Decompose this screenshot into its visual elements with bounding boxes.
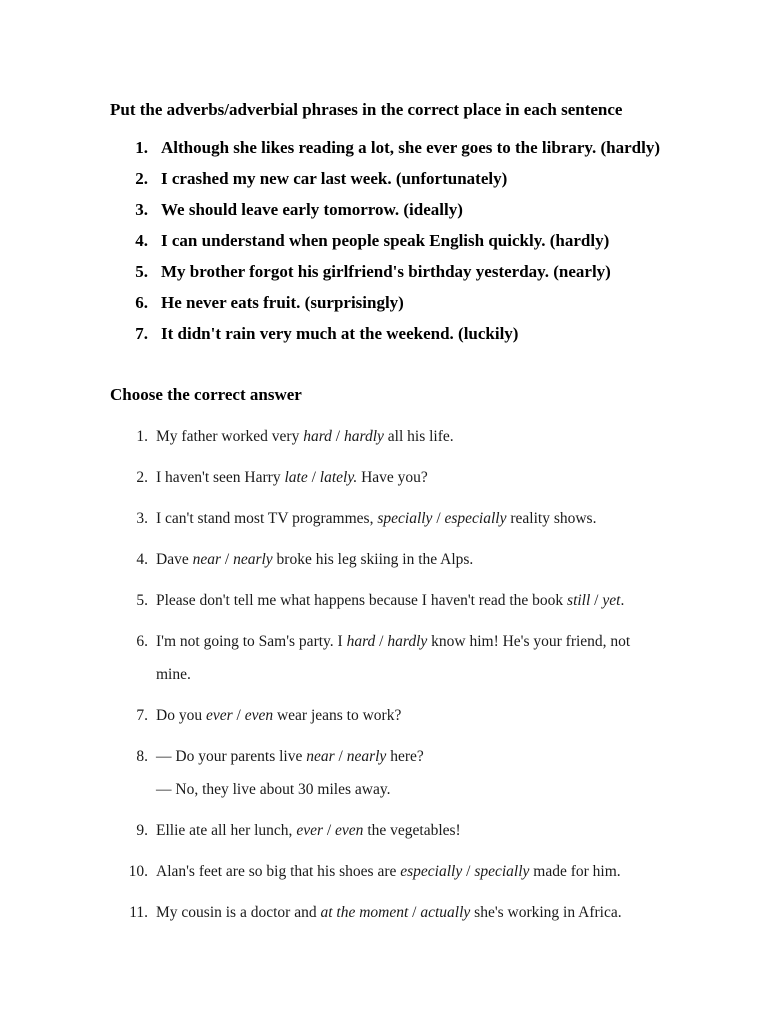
option-2: hardly	[343, 428, 384, 445]
adverb-placement-list	[0, 138, 768, 355]
item-text: I crashed my new car last week. (unfortunately)	[161, 169, 508, 188]
list-item	[0, 324, 768, 355]
item-number: 4.	[136, 551, 148, 568]
item-number: 2.	[136, 469, 148, 486]
item-text: It didn't rain very much at the weekend. (luckily)	[161, 324, 519, 343]
list-item	[0, 633, 768, 707]
item-number: 3.	[136, 510, 148, 527]
item-number: 8.	[136, 748, 148, 765]
item-number: 1.	[135, 138, 148, 157]
item-text: My cousin is a doctor and at the moment / actually she's working in Africa.	[156, 904, 622, 921]
option-1: especially	[400, 863, 463, 880]
item-text: Do you ever / even wear jeans to work?	[156, 707, 402, 724]
item-text: He never eats fruit. (surprisingly)	[161, 293, 404, 312]
list-item	[0, 200, 768, 231]
option-1: hard	[346, 633, 376, 650]
list-item	[0, 707, 768, 748]
option-1: at the moment	[320, 904, 409, 921]
choose-answer-list	[0, 428, 768, 945]
list-item	[0, 469, 768, 510]
item-text: — Do your parents live near / nearly here?	[156, 748, 424, 765]
option-2: yet	[602, 592, 621, 609]
item-number: 11.	[129, 904, 148, 921]
item-text: Alan's feet are so big that his shoes are especially / specially made for him.	[156, 863, 621, 880]
item-number: 1.	[136, 428, 148, 445]
item-text: Dave near / nearly broke his leg skiing in the Alps.	[156, 551, 474, 568]
list-item	[0, 169, 768, 200]
item-text: Ellie ate all her lunch, ever / even the vegetables!	[156, 822, 461, 839]
option-2: hardly	[387, 633, 428, 650]
item-number: 3.	[135, 200, 148, 219]
item-number: 2.	[135, 169, 148, 188]
option-1: late	[284, 469, 308, 486]
list-item	[0, 863, 768, 904]
list-item	[0, 262, 768, 293]
item-number: 10.	[128, 863, 148, 880]
item-continuation: — No, they live about 30 miles away.	[156, 781, 391, 798]
option-2: even	[244, 707, 274, 724]
list-item	[0, 510, 768, 551]
section-1-title: Put the adverbs/adverbial phrases in the correct place in each sentence	[110, 100, 623, 119]
item-number: 7.	[135, 324, 148, 343]
item-text: I haven't seen Harry late / lately. Have you?	[156, 469, 428, 486]
section-2-title: Choose the correct answer	[110, 385, 302, 404]
item-text: Please don't tell me what happens because I haven't read the book still / yet.	[156, 592, 625, 609]
list-item	[0, 138, 768, 169]
item-text: My father worked very hard / hardly all his life.	[156, 428, 454, 445]
option-1: specially	[377, 510, 433, 527]
list-item	[0, 551, 768, 592]
list-item	[0, 904, 768, 945]
item-text: I'm not going to Sam's party. I hard / hardly know him! He's your friend, not	[156, 633, 631, 650]
item-text: Although she likes reading a lot, she ever goes to the library. (hardly)	[161, 138, 660, 157]
item-text: I can't stand most TV programmes, specially / especially reality shows.	[156, 510, 597, 527]
option-2: actually	[420, 904, 471, 921]
item-text: My brother forgot his girlfriend's birthday yesterday. (nearly)	[161, 262, 611, 281]
option-1: hard	[303, 428, 332, 445]
option-2: even	[335, 822, 364, 839]
item-number: 9.	[136, 822, 148, 839]
list-item	[0, 293, 768, 324]
item-number: 7.	[136, 707, 148, 724]
option-2: lately.	[319, 469, 358, 486]
item-continuation: mine.	[156, 666, 191, 683]
item-number: 5.	[135, 262, 148, 281]
option-1: still	[567, 592, 591, 609]
option-2: especially	[444, 510, 507, 527]
list-item	[0, 231, 768, 262]
list-item	[0, 748, 768, 822]
option-2: nearly	[233, 551, 273, 568]
item-number: 6.	[135, 293, 148, 312]
item-text: We should leave early tomorrow. (ideally)	[161, 200, 463, 219]
option-2: nearly	[346, 748, 387, 765]
option-1: ever	[296, 822, 323, 839]
item-number: 4.	[135, 231, 148, 250]
option-1: near	[306, 748, 335, 765]
item-number: 5.	[136, 592, 148, 609]
item-text: I can understand when people speak English quickly. (hardly)	[161, 231, 610, 250]
list-item	[0, 428, 768, 469]
option-1: near	[192, 551, 221, 568]
option-2: specially	[474, 863, 530, 880]
list-item	[0, 592, 768, 633]
option-1: ever	[205, 707, 233, 724]
list-item	[0, 822, 768, 863]
item-number: 6.	[136, 633, 148, 650]
